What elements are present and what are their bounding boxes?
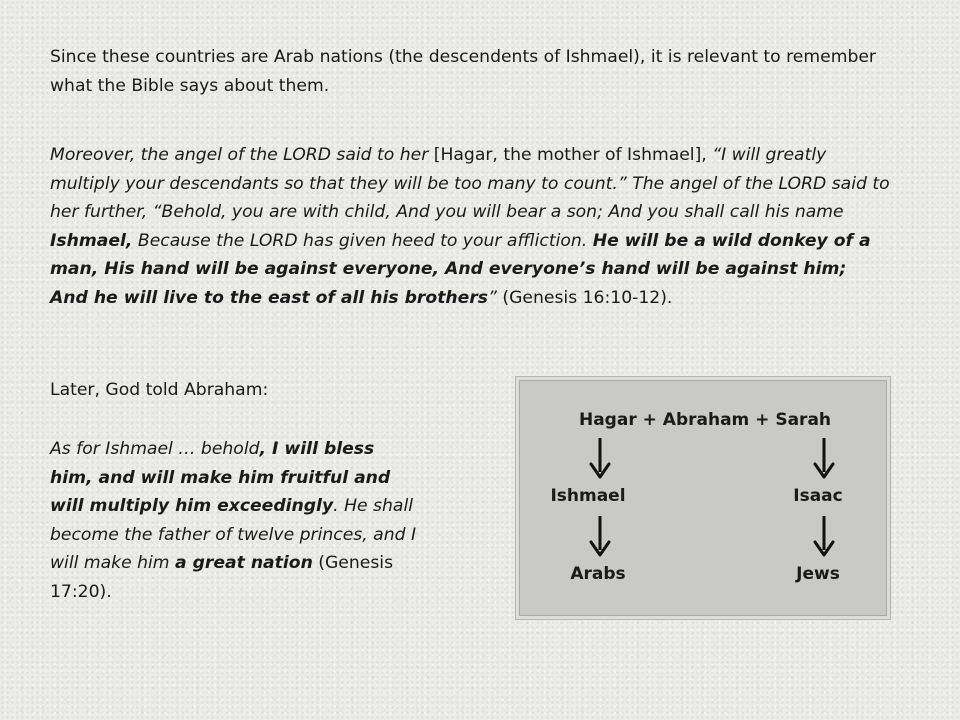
diagram-isaac: Isaac (793, 486, 843, 506)
intro-text: Since these countries are Arab nations (the descendents of Ishmael), it is relevant to remember what the Bible says about them. (50, 47, 876, 96)
quote1-reference: (Genesis 16:10-12). (496, 287, 673, 308)
down-arrow-icon (587, 436, 613, 482)
diagram-jews: Jews (796, 564, 840, 584)
down-arrow-icon (587, 514, 613, 560)
lineage-diagram (516, 377, 890, 619)
later-text: Later, God told Abraham: (50, 380, 269, 400)
later-paragraph (50, 376, 470, 405)
quote2-part2: . He shall become the father of twelve princes, and I will make him (50, 496, 417, 573)
quote1-part4: ” (488, 287, 497, 308)
intro-paragraph (50, 43, 880, 100)
genesis-16-quote (50, 141, 890, 312)
quote1-name-ishmael: Ishmael, (50, 230, 133, 251)
quote1-part1: Moreover, the angel of the LORD said to her (50, 145, 434, 165)
quote1-bracket-note: [Hagar, the mother of Ishmael], (433, 145, 713, 165)
quote1-bold-prophecy: He will be a wild donkey of a man, His hand will be against everyone, And everyone’s hand will be against him; And he will live to the east of all his brothers (50, 230, 871, 308)
quote2-reference: (Genesis 17:20). (50, 553, 394, 602)
quote2-bold-great-nation: a great nation (175, 553, 313, 573)
diagram-ishmael: Ishmael (550, 486, 626, 506)
down-arrow-icon (811, 436, 837, 482)
genesis-17-quote (50, 435, 420, 606)
quote2-bold-blessing: , I will bless him, and will make him fruitful and will multiply him exceedingly (50, 439, 391, 516)
diagram-arabs: Arabs (570, 564, 626, 584)
quote1-part3: Because the LORD has given heed to your affliction. (132, 230, 593, 251)
quote2-part1: As for Ishmael … behold (50, 439, 260, 459)
down-arrow-icon (811, 514, 837, 560)
quote1-part2: “I will greatly multiply your descendants so that they will be too many to count.” The angel of the LORD said to her further, “Behold, you are with child, And you will bear a son; And you shall call his name (50, 145, 890, 222)
diagram-parents: Hagar + Abraham + Sarah (578, 410, 832, 430)
